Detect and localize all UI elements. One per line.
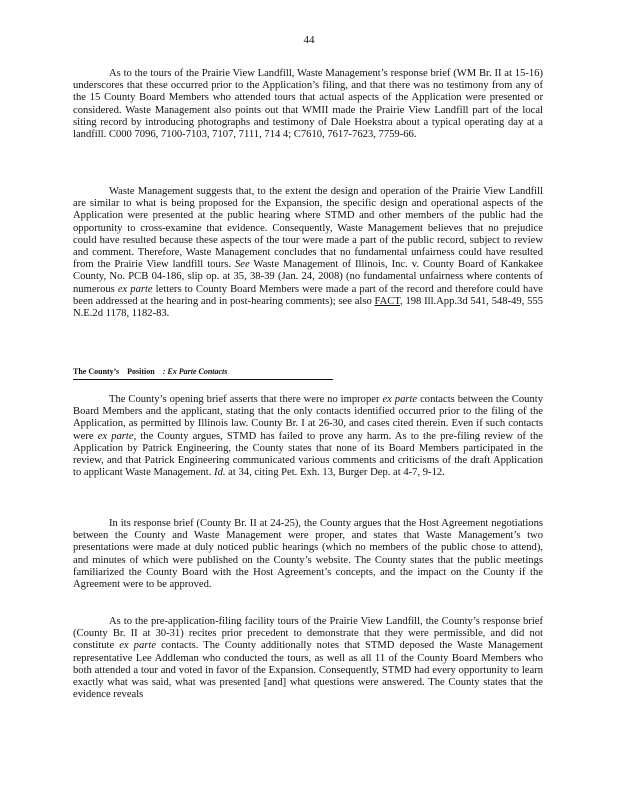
paragraph-1 xyxy=(73,68,543,141)
text-segment: See xyxy=(234,259,250,271)
paragraph-5 xyxy=(73,616,543,701)
paragraph-4 xyxy=(73,518,543,591)
text-segment: contacts between the County Board Members and the applicant, stating that the only contacts identified occurred prior to the filing of the Application, as permitted by Illinois law. County Br. I at 26-30, and cases cited therein. Even if such contacts were xyxy=(73,394,543,442)
text-segment: The County’s opening brief asserts that there were no improper xyxy=(109,394,383,405)
text-segment: In its response brief (County Br. II at 24-25), the County argues that the Host Agreement negotiations between the County and Waste Management were proper, and states that Waste Management’s two presentations were made at duly noticed public hearings (which no members of the public chose to attend), and minutes of which were published on the County’s website. The County states that the public meetings familiarized the County Board with the Host Agreement’s concepts, and the impact on the County if the Agreement were to be approved. xyxy=(73,518,543,591)
text-segment: at 34, citing Pet. Exh. 13, Burger Dep. at 4-7, 9-12. xyxy=(225,467,445,479)
page-number: 44 xyxy=(303,34,315,46)
paragraph-3 xyxy=(73,394,543,479)
text-segment: ex parte xyxy=(119,640,157,652)
section-heading-part1: The County’s xyxy=(73,367,120,376)
paragraph-2 xyxy=(73,186,543,320)
text-segment: ex parte xyxy=(382,394,418,405)
text-segment: , the County argues, STMD has failed to prove any harm. As to the pre-filing review of the Application by Patrick Engineering, the County states that none of its Board Members participated in the review, and that Patrick Engineering communicated various comments and criticisms of the draft Application to applicant Waste Management. xyxy=(73,430,544,479)
text-segment: As to the tours of the Prairie View Landfill, Waste Management’s response brief (WM Br. II at 15-16) underscores that these occurred prior to the Application’s filing, and that there was no testimony from any of the 15 County Board Members who attended tours that actual aspects of the Application were presented or considered. Waste Management also points out that WMII made the Prairie View Landfill part of the local siting record by introducing photographs and testimony of Dale Hoekstra about a typical operating day at a landfill. C000 7096, 7100-7103, 7107, 7111, 714 4; C7610, 7617-7623, 7759-66. xyxy=(73,68,543,141)
text-segment: contacts. The County additionally notes that STMD deposed the Waste Management representative Lee Addleman who conducted the tours, as well as all 11 of the County Board Members who both attended a tour and voted in favor of the Expansion. Consequently, STMD had every opportunity to learn exactly what was said, what was presented [and] what questions were answered. The County states that the evidence reveals xyxy=(73,640,543,701)
text-segment: , 198 Ill.App.3d 541, 548-49, 555 N.E.2d 1178, 1182-83. xyxy=(73,295,543,320)
section-heading xyxy=(73,366,333,380)
text-segment: ex parte xyxy=(97,430,134,442)
text-segment: Waste Management of Illinois, Inc. v. County Board of Kankakee County, No. PCB 04-186, slip op. at 35, 38-39 (Jan. 24, 2008) (no fundamental unfairness where contents of numerous xyxy=(73,259,543,295)
section-heading-part2: Position xyxy=(127,367,155,376)
section-heading-part3: : Ex Parte Contacts xyxy=(162,367,228,376)
text-segment: ex parte xyxy=(117,283,153,295)
text-segment: As to the pre-application-filing facility tours of the Prairie View Landfill, the County’s response brief (County Br. II at 30-31) recites prior precedent to demonstrate that they were permissible, and did not constitute xyxy=(73,616,543,652)
text-segment: Waste Management suggests that, to the extent the design and operation of the Prairie View Landfill are similar to what is being proposed for the Expansion, the specific design and operational aspects of the Application were presented at the public hearing where STMD and other members of the public had the opportunity to cross-examine that evidence. Consequently, Waste Management believes that no prejudice could have resulted because these aspects of the tour were made a part of the public record, subject to review and comment. Therefore, Waste Management concludes that no fundamental unfairness could have resulted from the Prairie View landfill tours. xyxy=(73,186,543,271)
text-segment: Id. xyxy=(214,467,226,479)
text-segment: FACT xyxy=(374,295,401,307)
text-segment: letters to County Board Members were made a part of the record and therefore could have been addressed at the hearing and in post-hearing comments); see also xyxy=(73,283,544,307)
